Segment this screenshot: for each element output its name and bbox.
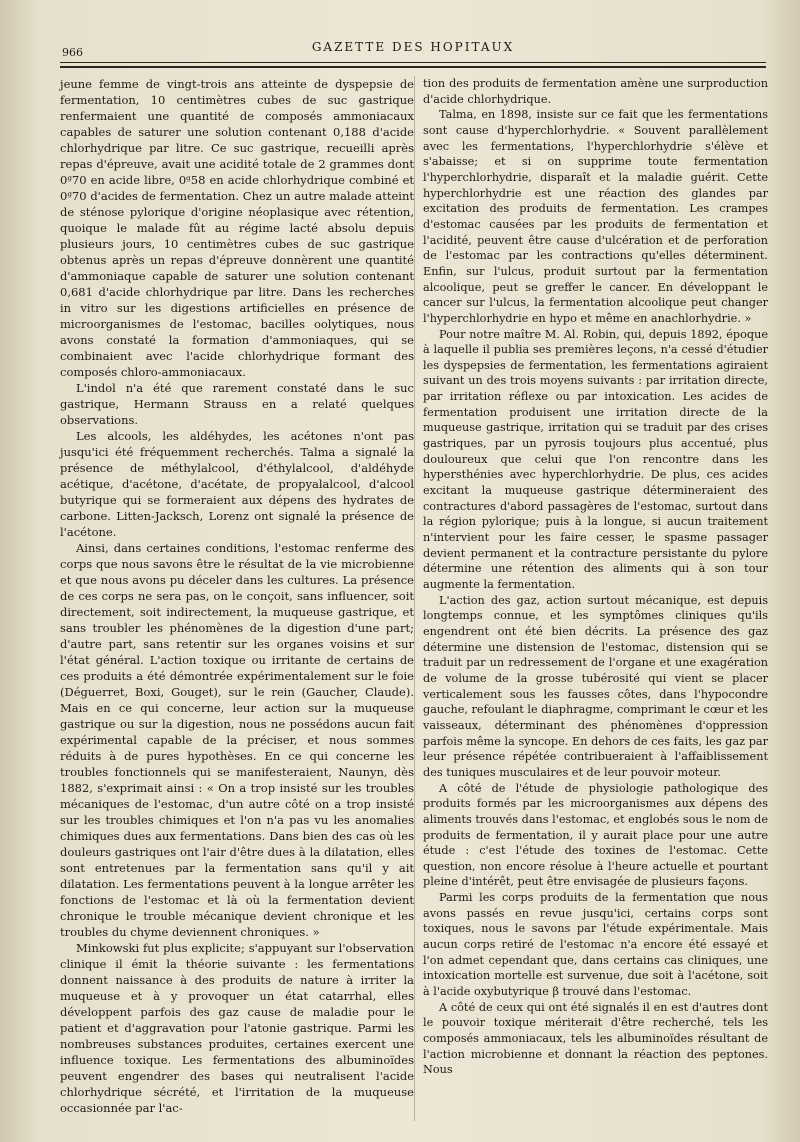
right-column <box>423 76 768 1078</box>
left-column <box>60 76 414 1116</box>
paragraph: Les alcools, les aldéhydes, les acétones n'ont pas jusqu'ici été fréquemment recherchés. Talma a signalé la présence de méthylalcool, d'éthylalcool, d'aldéhyde acétique, d'acétone, d'acétate, de propyalalcool, d'alcool butyrique qui se formeraient aux dépens des hydrates de carbone. Litten-Jacksch, Lorenz ont signalé la présence de l'acétone. <box>60 429 414 539</box>
page-number: 966 <box>62 46 83 59</box>
paragraph: Minkowski fut plus explicite; s'appuyant sur l'observation clinique il émit la théorie suivante : les fermentations donnent naissance à des produits de nature à irriter la muqueuse et à y provoquer un état catarrhal, elles développent parfois des gaz cause de maladie pour le patient et d'aggravation pour l'atonie gastrique. Parmi les nombreuses substances produites, certaines exercent une influence toxique. Les fermentations des albuminoïdes peuvent engendrer des bases qui neutralisent l'acide chlorhydrique sécrété, et l'irritation de la muqueuse occasionnée par l'ac- <box>60 941 414 1115</box>
paragraph: A côté de ceux qui ont été signalés il en est d'autres dont le pouvoir toxique mériterait d'être recherché, tels les composés ammoniacaux, tels les albuminoïdes résultant de l'action microbienne et donnant la réaction des peptones. Nous <box>423 1000 768 1077</box>
paragraph: tion des produits de fermentation amène une surproduction d'acide chlorhydrique. <box>423 77 768 106</box>
header-rule-thick <box>60 66 766 68</box>
paragraph: L'indol n'a été que rarement constaté dans le suc gastrique, Hermann Strauss en a relaté quelques observations. <box>60 381 414 427</box>
paragraph: L'action des gaz, action surtout mécanique, est depuis longtemps connue, et les symptômes cliniques qu'ils engendrent ont été bien décrits. La présence des gaz détermine une distension de l'estomac, distension qui se traduit par un redressement de l'organe et une exagération de volume de la grosse tubérosité qui vient se placer verticalement sous les fausses côtes, dans l'hypocondre gauche, refoulant le diaphragme, comprimant le cœur et les vaisseaux, déterminant des phénomènes d'oppression parfois même la syncope. En dehors de ces faits, les gaz par leur présence répétée contribueraient à l'affaiblissement des tuniques musculaires et de leur pouvoir moteur. <box>423 593 768 779</box>
paragraph: Ainsi, dans certaines conditions, l'estomac renferme des corps que nous savons être le résultat de la vie microbienne et que nous avons pu déceler dans les cultures. La présence de ces corps ne sera pas, on le conçoit, sans influencer, soit directement, soit indirectement, la muqueuse gastrique, et sans troubler les phénomènes de la digestion d'une part; d'autre part, sans retentir sur les organes voisins et sur l'état général. L'action toxique ou irritante de certains de ces produits a été démontrée expérimentalement sur le foie (Déguerret, Boxi, Gouget), sur le rein (Gaucher, Claude). Mais en ce qui concerne, leur action sur la muqueuse gastrique ou sur la digestion, nous ne possédons aucun fait expérimental capable de la préciser, et nous sommes réduits à de pures hypothèses. En ce qui concerne les troubles fonctionnels qui se manifesteraient, Naunyn, dès 1882, s'exprimait ainsi : « On a trop insisté sur les troubles mécaniques de l'estomac, d'un autre côté on a trop insisté sur les troubles chimiques et l'on n'a pas vu les anomalies chimiques dues aux fermentations. Dans bien des cas où les douleurs gastriques ont l'air d'être dues à la dilatation, elles sont entretenues par la fermentation sans qu'il y ait dilatation. Les fermentations peuvent à la longue arrêter les fonctions de l'estomac et là où la fermentation devient chronique le trouble mécanique devient chronique et les troubles du chyme deviennent chroniques. » <box>60 541 414 939</box>
header-rule <box>60 62 766 63</box>
paragraph: jeune femme de vingt-trois ans atteinte de dyspepsie de fermentation, 10 centimètres cubes de suc gastrique renfermaient une quantité de composés ammoniacaux capables de saturer une solution contenant 0,188 d'acide chlorhydrique par litre. Ce suc gastrique, recueilli après repas d'épreuve, avait une acidité totale de 2 grammes dont 0ᵍ70 en acide libre, 0ᵍ58 en acide chlorhydrique combiné et 0ᵍ70 d'acides de fermentation. Chez un autre malade atteint de sténose pylorique d'origine néoplasique avec rétention, quoique le malade fût au régime lacté absolu depuis plusieurs jours, 10 centimètres cubes de suc gastrique obtenus après un repas d'épreuve donnèrent une quantité d'ammoniaque capable de saturer une solution contenant 0,681 d'acide chlorhydrique par litre. Dans les recherches in vitro sur les digestions artificielles en présence de microorganismes de l'estomac, bacilles oolytiques, nous avons constaté la formation d'ammoniaques, qui se combinaient avec l'acide chlorhydrique formant des composés chloro-ammoniacaux. <box>60 77 414 379</box>
paragraph: Talma, en 1898, insiste sur ce fait que les fermentations sont cause d'hyperchlorhydrie. « Souvent parallèlement avec les fermentations, l'hyperchlorhydrie s'élève et s'abaisse; et si on supprime toute fermentation l'hyperchlorhydrie, disparaît et la maladie guérit. Cette hyperchlorhydrie est une réaction des glandes par excitation des produits de fermentation. Les crampes d'estomac causées par les produits de fermentation et l'acidité, peuvent être cause d'ulcération et de perforation de l'estomac par les contractions qu'elles déterminent. Enfin, sur l'ulcus, produit surtout par la fermentation alcoolique, peut se greffer le cancer. En développant le cancer sur l'ulcus, la fermentation alcoolique peut changer l'hyperchlorhydrie en hypo et même en anachlorhydrie. » <box>423 108 768 325</box>
paragraph: Parmi les corps produits de la fermentation que nous avons passés en revue jusqu'ici, certains corps sont toxiques, nous le savons par l'étude expérimentale. Mais aucun corps retiré de l'estomac n'a encore été essayé et l'on admet cependant que, dans certains cas cliniques, une intoxication mortelle est survenue, due soit à l'acétone, soit à l'acide oxybutyrique β trouvé dans l'estomac. <box>423 891 768 999</box>
paragraph: Pour notre maître M. Al. Robin, qui, depuis 1892, époque à laquelle il publia ses premières leçons, n'a cessé d'étudier les dyspepsies de fermentation, les fermentations agiraient suivant un des trois moyens suivants : par irritation directe, par irritation réflexe ou par intoxication. Les acides de fermentation produisent une irritation directe de la muqueuse gastrique, irritation qui se traduit par des crises gastriques, par un pyrosis toujours plus accentué, plus douloureux que celui que l'on rencontre dans les hypersthénies avec hyperchlorhydrie. De plus, ces acides excitant la muqueuse gastrique détermineraient des contractures d'abord passagères de l'estomac, surtout dans la région pylorique; puis à la longue, si aucun traitement n'intervient pour les faire cesser, le spasme passager devient permanent et la contracture persistante du pylore détermine une rétention des aliments qui à son tour augmente la fermentation. <box>423 327 768 591</box>
journal-title: GAZETTE DES HOPITAUX <box>311 40 515 54</box>
column-divider <box>414 76 415 1121</box>
paragraph: A côté de l'étude de physiologie pathologique des produits formés par les microorganismes aux dépens des aliments trouvés dans l'estomac, et englobés sous le nom de produits de fermentation, il y aurait place pour une autre étude : c'est l'étude des toxines de l'estomac. Cette question, non encore résolue à l'heure actuelle et pourtant pleine d'intérêt, peut être envisagée de plusieurs façons. <box>423 781 768 889</box>
